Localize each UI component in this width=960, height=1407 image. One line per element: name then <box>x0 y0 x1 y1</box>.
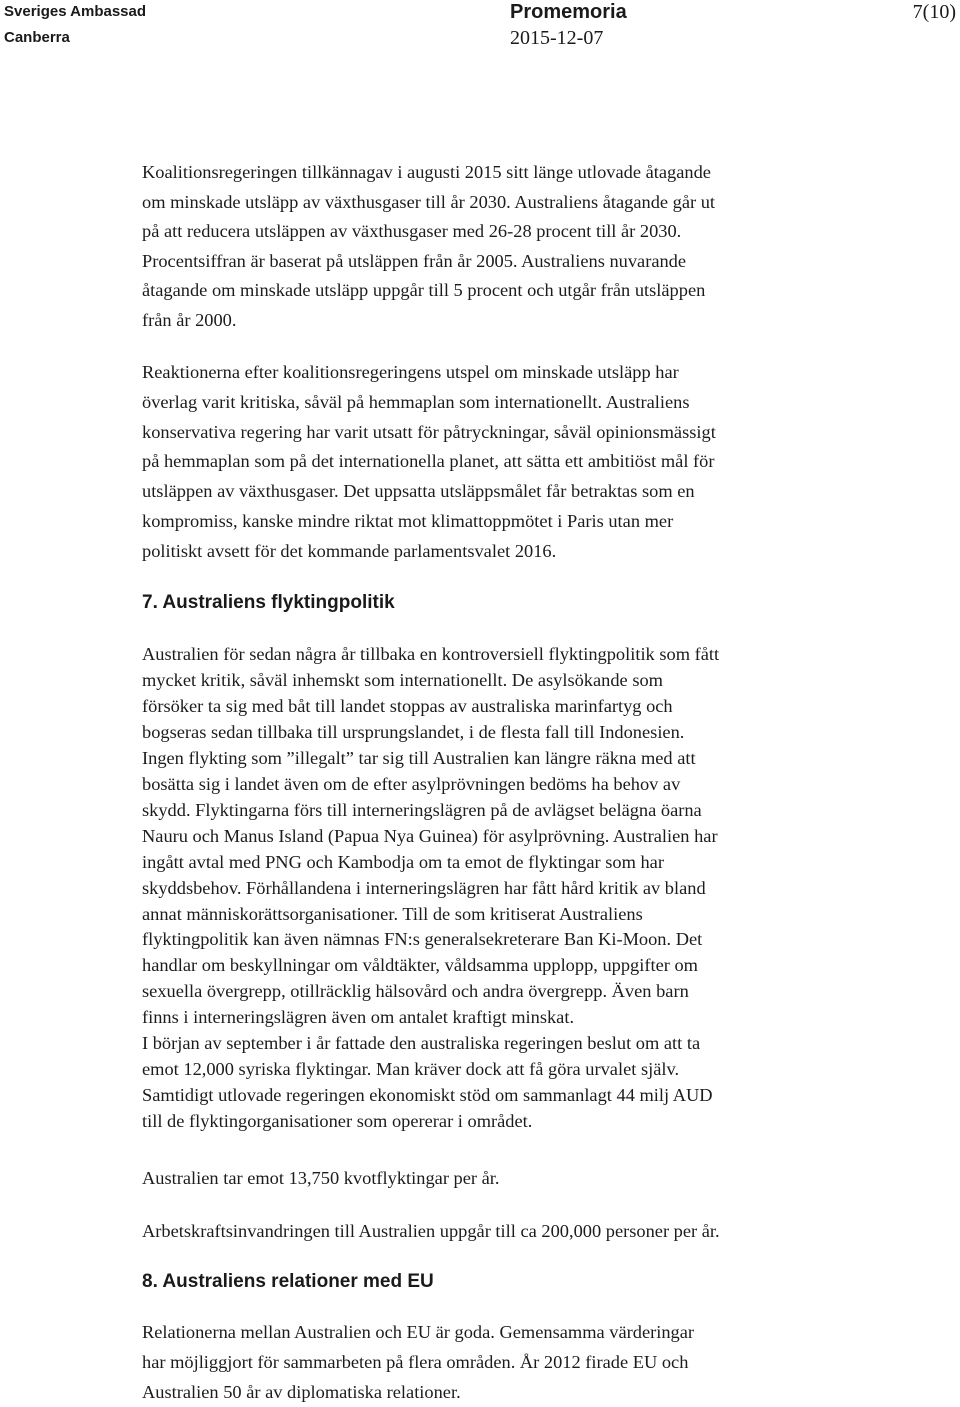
text-line: har möjliggjort för sammarbeten på flera områden. År 2012 firade EU och <box>142 1351 689 1372</box>
text-line: Relationerna mellan Australien och EU är goda. Gemensamma värderingar <box>142 1322 695 1342</box>
header-doc-type: Promemoria <box>510 1 627 23</box>
text-line: Koalitionsregeringen tillkännagav i augusti 2015 sitt länge utlovade åtagande <box>142 162 711 182</box>
text-line: sexuella övergrepp, otillräcklig hälsovård och andra övergrepp. Även barn <box>142 981 689 1002</box>
text-line: Australien 50 år av diplomatiska relationer. <box>142 1381 461 1402</box>
section-heading-refugee-policy: 7. Australiens flyktingpolitik <box>142 592 395 613</box>
text-line: kompromiss, kanske mindre riktat mot klimattoppmötet i Paris utan mer <box>142 510 674 531</box>
paragraph-climate-commitment <box>142 158 854 335</box>
text-line: utsläppen av växthusgaser. Det uppsatta utsläppsmålet får betraktas som en <box>142 481 695 502</box>
text-line: försöker ta sig med båt till landet stoppas av australiska marinfartyg och <box>142 695 673 716</box>
paragraph-reactions <box>142 358 854 567</box>
paragraph-refugee-policy <box>142 642 854 1135</box>
text-line: Australien för sedan några år tillbaka en kontroversiell flyktingpolitik som fått <box>142 644 720 664</box>
text-line: överlag varit kritiska, såväl på hemmaplan som internationellt. Australiens <box>142 391 690 412</box>
paragraph-quota-refugees: Australien tar emot 13,750 kvotflyktingar per år. <box>142 1168 500 1188</box>
paragraph-eu-relations <box>142 1318 854 1407</box>
text-line: annat människorättsorganisationer. Till de som kritiserat Australiens <box>142 903 643 924</box>
text-line: Reaktionerna efter koalitionsregeringens utspel om minskade utsläpp har <box>142 362 679 382</box>
header-date: 2015-12-07 <box>510 27 604 49</box>
text-line: flyktingpolitik kan även nämnas FN:s generalsekreterare Ban Ki-Moon. Det <box>142 929 703 950</box>
text-line: bogseras sedan tillbaka till ursprungslandet, i de flesta fall till Indonesien. <box>142 721 685 742</box>
text-line: om minskade utsläpp av växthusgaser till år 2030. Australiens åtagande går ut <box>142 191 716 212</box>
text-line: ingått avtal med PNG och Kambodja om ta emot de flyktingar som har <box>142 851 664 872</box>
header-page-number: 7(10) <box>912 1 956 23</box>
header-org: Sveriges Ambassad <box>4 3 147 20</box>
text-line: handlar om beskyllningar om våldtäkter, våldsamma upplopp, uppgifter om <box>142 955 698 976</box>
text-line: konservativa regering har varit utsatt för påtryckningar, såväl opinionsmässigt <box>142 421 716 442</box>
text-line: mycket kritik, såväl inhemskt som internationellt. De asylsökande som <box>142 669 663 690</box>
text-line: politiskt avsett för det kommande parlamentsvalet 2016. <box>142 540 557 561</box>
text-line: skyddsbehov. Förhållandena i interneringslägren har fått hård kritik av bland <box>142 877 706 898</box>
header-city: Canberra <box>4 29 70 46</box>
text-line: finns i interneringslägren även om antalet kraftigt minskat. <box>142 1007 575 1028</box>
text-line: Samtidigt utlovade regeringen ekonomiskt stöd om sammanlagt 44 milj AUD <box>142 1085 713 1106</box>
text-line: Ingen flykting som ”illegalt” tar sig till Australien kan längre räkna med att <box>142 747 696 768</box>
text-line: emot 12,000 syriska flyktingar. Man kräver dock att få göra urvalet själv. <box>142 1059 680 1080</box>
text-line: åtagande om minskade utsläpp uppgår till 5 procent och utgår från utsläppen <box>142 280 706 300</box>
text-line: bosätta sig i landet även om de efter asylprövningen bedöms ha behov av <box>142 773 681 794</box>
text-line: till de flyktingorganisationer som opererar i området. <box>142 1111 533 1132</box>
text-line: på hemmaplan som på det internationella planet, att sätta ett ambitiöst mål för <box>142 451 715 472</box>
text-line: Nauru och Manus Island (Papua Nya Guinea) för asylprövning. Australien har <box>142 825 718 846</box>
text-line: på att reducera utsläppen av växthusgaser med 26-28 procent till år 2030. <box>142 221 682 241</box>
text-line: från år 2000. <box>142 309 237 330</box>
text-line: Procentsiffran är baserat på utsläppen från år 2005. Australiens nuvarande <box>142 250 687 271</box>
section-heading-eu-relations: 8. Australiens relationer med EU <box>142 1271 434 1292</box>
text-line: skydd. Flyktingarna förs till interneringslägren på de avlägset belägna öarna <box>142 799 702 820</box>
paragraph-labour-migration: Arbetskraftsinvandringen till Australien uppgår till ca 200,000 personer per år. <box>142 1221 720 1241</box>
text-line: I början av september i år fattade den australiska regeringen beslut om att ta <box>142 1033 701 1054</box>
